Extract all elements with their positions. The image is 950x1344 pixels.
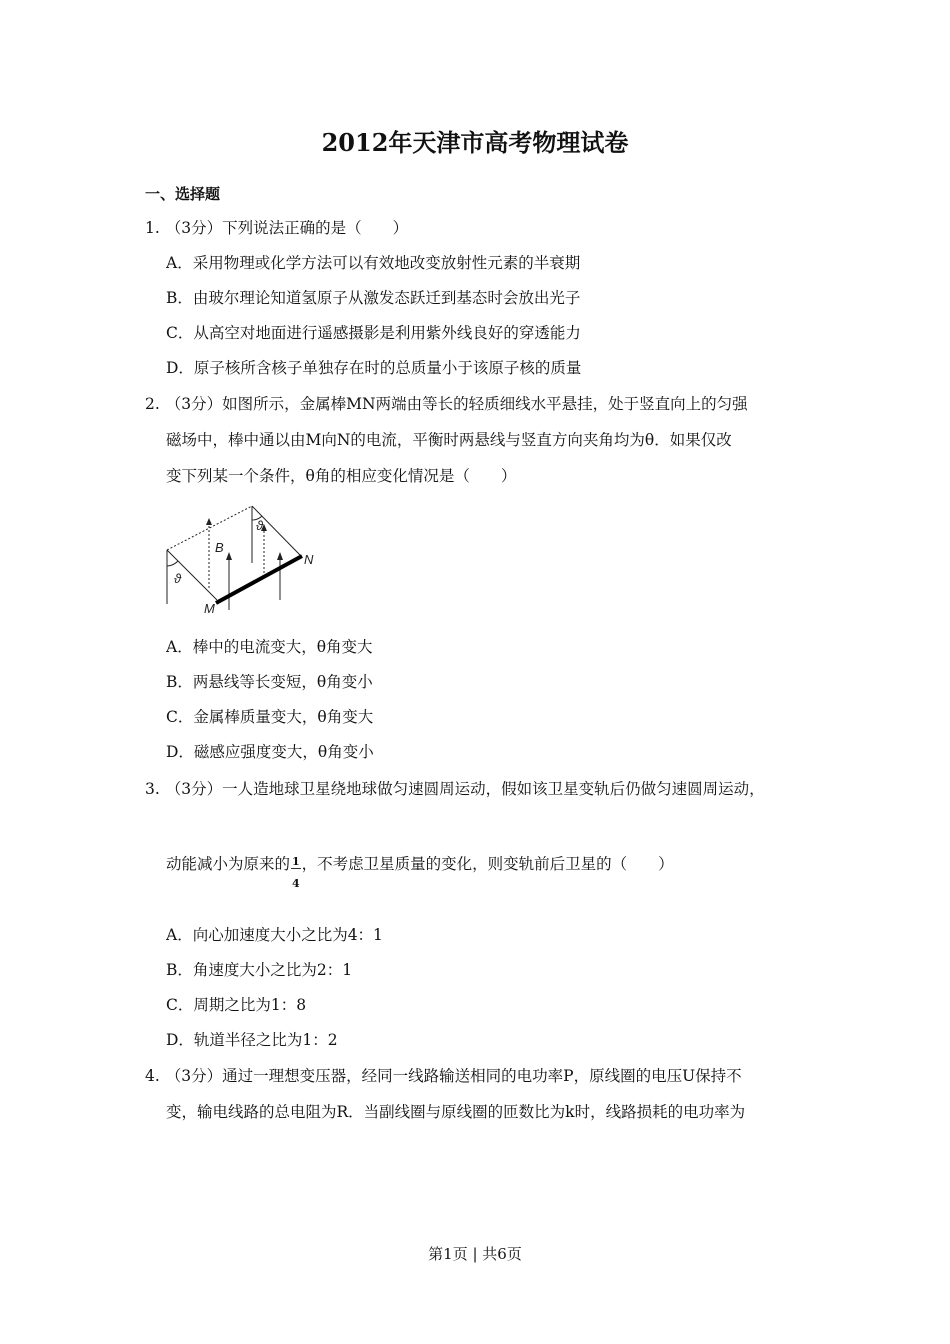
option-a: A．棒中的电流变大，θ角变大: [166, 638, 373, 656]
question-text: （3分）通过一理想变压器，经同一线路输送相同的电功率P，原线圈的电压U保持不: [165, 1067, 742, 1085]
question-number: 4.: [145, 1067, 160, 1085]
label-b: B: [215, 540, 224, 555]
question-text: 变下列某一个条件，θ角的相应变化情况是（ ）: [166, 467, 517, 485]
question-3: [145, 779, 765, 799]
question-text: [166, 854, 674, 890]
section-heading: 一、选择题: [145, 185, 221, 203]
question-text: （3分）如图所示，金属棒MN两端由等长的轻质细线水平悬挂，处于竖直向上的匀强: [165, 395, 748, 413]
label-theta: ϑ: [256, 518, 264, 533]
question-2: [145, 394, 748, 414]
page-footer: 第1页 | 共6页: [428, 1245, 522, 1263]
question-text: （3分）一人造地球卫星绕地球做匀速圆周运动，假如该卫星变轨后仍做匀速圆周运动，: [165, 780, 765, 798]
question-text: 磁场中，棒中通以由M向N的电流，平衡时两悬线与竖直方向夹角均为θ．如果仅改: [166, 431, 732, 449]
label-m: M: [204, 601, 215, 614]
fraction: [291, 855, 301, 890]
label-n: N: [304, 552, 314, 567]
option-b: B．两悬线等长变短，θ角变小: [166, 673, 373, 691]
option-a: A．向心加速度大小之比为4：1: [166, 926, 383, 944]
option-b: B．由玻尔理论知道氢原子从激发态跃迁到基态时会放出光子: [166, 289, 581, 307]
option-d: D．轨道半径之比为1：2: [166, 1031, 338, 1049]
text-part: ，不考虑卫星质量的变化，则变轨前后卫星的（ ）: [301, 855, 674, 873]
question-4: [145, 1066, 742, 1086]
question-number: 1.: [145, 219, 160, 237]
numerator: 1: [292, 855, 300, 868]
question-1: [145, 218, 408, 238]
question-number: 2.: [145, 395, 160, 413]
option-c: C．从高空对地面进行遥感摄影是利用紫外线良好的穿透能力: [166, 324, 581, 342]
text-part: 动能减小为原来的: [166, 855, 291, 873]
option-c: C．周期之比为1：8: [166, 996, 307, 1014]
label-theta: ϑ: [174, 571, 182, 586]
page-title: 2012年天津市高考物理试卷: [321, 128, 629, 157]
question-text: （3分）下列说法正确的是（ ）: [165, 219, 409, 237]
magnetic-rod-figure: [160, 498, 330, 614]
option-d: D．磁感应强度变大，θ角变小: [166, 743, 374, 761]
option-a: A．采用物理或化学方法可以有效地改变放射性元素的半衰期: [166, 254, 581, 272]
option-b: B．角速度大小之比为2：1: [166, 961, 353, 979]
question-number: 3.: [145, 780, 160, 798]
option-d: D．原子核所含核子单独存在时的总质量小于该原子核的质量: [166, 359, 582, 377]
denominator: 4: [292, 877, 300, 890]
option-c: C．金属棒质量变大，θ角变大: [166, 708, 374, 726]
question-text: 变，输电线路的总电阻为R．当副线圈与原线圈的匝数比为k时，线路损耗的电功率为: [166, 1103, 746, 1121]
